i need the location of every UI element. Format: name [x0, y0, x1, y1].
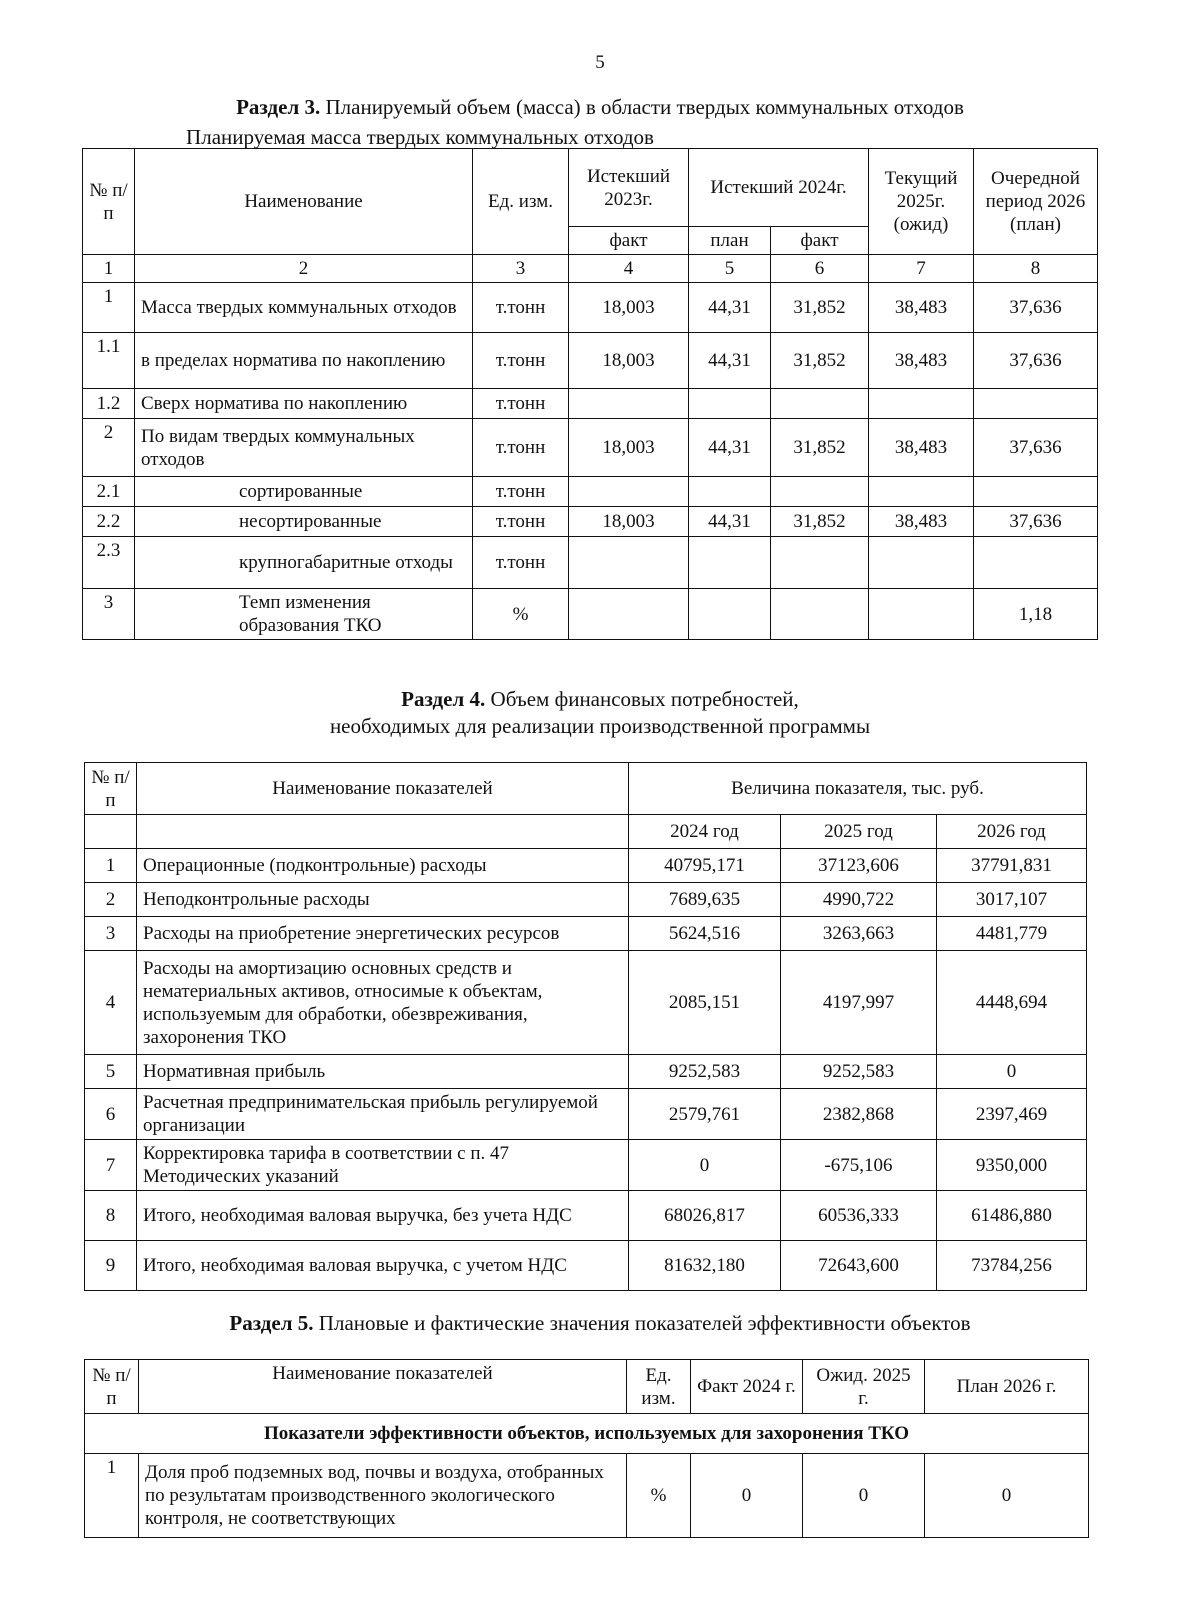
row-2024: 2579,761 [629, 1089, 781, 1140]
row-2024: 81632,180 [629, 1241, 781, 1291]
row-name: Масса твердых коммунальных отходов [135, 283, 473, 333]
table-row [85, 1089, 1087, 1140]
row-2025: 2382,868 [781, 1089, 937, 1140]
section3-subtitle: Планируемая масса твердых коммунальных отходов [186, 125, 654, 149]
row-2023: 18,003 [569, 283, 689, 333]
s4-header-value: Величина показателя, тыс. руб. [629, 763, 1087, 815]
s4-header-num: № п/п [85, 763, 137, 815]
s3-header-2024: Истекший 2024г. [689, 149, 869, 227]
s3-colnum: 1 [83, 255, 135, 283]
s4-header-empty [137, 815, 629, 849]
table-row [85, 883, 1087, 917]
row-2026: 61486,880 [937, 1191, 1087, 1241]
row-num: 9 [85, 1241, 137, 1291]
row-fact2024 [771, 589, 869, 640]
row-2026: 2397,469 [937, 1089, 1087, 1140]
row-2025: 9252,583 [781, 1055, 937, 1089]
row-2025: -675,106 [781, 1140, 937, 1191]
row-2026: 37,636 [974, 283, 1098, 333]
row-2025: 38,483 [869, 333, 974, 389]
row-2026 [974, 537, 1098, 589]
row-2025: 38,483 [869, 507, 974, 537]
s5-group-title: Показатели эффективности объектов, используемых для захоронения ТКО [85, 1414, 1089, 1454]
table-row [85, 1055, 1087, 1089]
row-fact2024 [771, 389, 869, 419]
row-2025: 38,483 [869, 419, 974, 477]
row-unit: т.тонн [473, 419, 569, 477]
row-num: 2.3 [83, 537, 135, 589]
table-row [85, 849, 1087, 883]
row-2024: 2085,151 [629, 951, 781, 1055]
row-2024: 9252,583 [629, 1055, 781, 1089]
row-name: Сверх норматива по накоплению [135, 389, 473, 419]
row-2025: 37123,606 [781, 849, 937, 883]
row-2026: 1,18 [974, 589, 1098, 640]
row-plan2024: 44,31 [689, 333, 771, 389]
s3-header-fact: факт [569, 227, 689, 255]
section3-table [82, 148, 1098, 640]
row-2026: 0 [937, 1055, 1087, 1089]
row-name: крупногабаритные отходы [135, 537, 473, 589]
row-name: Корректировка тарифа в соответствии с п. 47 Методических указаний [137, 1140, 629, 1191]
row-name: Итого, необходимая валовая выручка, без учета НДС [137, 1191, 629, 1241]
section5-title [0, 1310, 1200, 1336]
row-num: 2 [85, 883, 137, 917]
row-plan2024 [689, 477, 771, 507]
s3-header-name: Наименование [135, 149, 473, 255]
s3-header-2026: Очередной период 2026 (план) [974, 149, 1098, 255]
row-2025 [869, 389, 974, 419]
table-row [83, 589, 1098, 640]
s5-header-plan2026: План 2026 г. [925, 1360, 1089, 1414]
section3-title [0, 94, 1200, 120]
row-2025: 60536,333 [781, 1191, 937, 1241]
row-name: Расходы на приобретение энергетических ресурсов [137, 917, 629, 951]
table-row [83, 389, 1098, 419]
section3-title-rest: Планируемый объем (масса) в области твердых коммунальных отходов [320, 95, 964, 119]
row-num: 5 [85, 1055, 137, 1089]
row-name: в пределах норматива по накоплению [135, 333, 473, 389]
row-2024: 40795,171 [629, 849, 781, 883]
row-2026: 37791,831 [937, 849, 1087, 883]
s4-header-name: Наименование показателей [137, 763, 629, 815]
s3-colnum: 2 [135, 255, 473, 283]
row-num: 1 [85, 1454, 139, 1538]
row-plan2024 [689, 537, 771, 589]
row-2026: 37,636 [974, 507, 1098, 537]
row-2024: 5624,516 [629, 917, 781, 951]
section4-title-line2: необходимых для реализации производственной программы [329, 714, 871, 738]
s5-header-num: № п/п [85, 1360, 139, 1414]
row-unit: т.тонн [473, 477, 569, 507]
section5-title-bold: Раздел 5. [229, 1311, 314, 1335]
row-num: 1.1 [83, 333, 135, 389]
s3-colnum: 4 [569, 255, 689, 283]
s4-header-empty [85, 815, 137, 849]
row-2026: 9350,000 [937, 1140, 1087, 1191]
section4-title [0, 686, 1200, 712]
row-plan2024: 44,31 [689, 507, 771, 537]
row-plan2024: 44,31 [689, 419, 771, 477]
table-row [83, 419, 1098, 477]
row-2023 [569, 589, 689, 640]
row-2026 [974, 477, 1098, 507]
row-fact2024 [771, 477, 869, 507]
s3-header-2023: Истекший 2023г. [569, 149, 689, 227]
row-2023 [569, 389, 689, 419]
row-num: 6 [85, 1089, 137, 1140]
section4-table [84, 762, 1087, 1291]
row-num: 3 [83, 589, 135, 640]
row-2026: 73784,256 [937, 1241, 1087, 1291]
s5-header-unit: Ед. изм. [627, 1360, 691, 1414]
row-fact2024: 0 [691, 1454, 803, 1538]
row-unit: т.тонн [473, 507, 569, 537]
section4-title-bold: Раздел 4. [401, 687, 486, 711]
row-fact2024 [771, 537, 869, 589]
row-2024: 68026,817 [629, 1191, 781, 1241]
table-row [83, 537, 1098, 589]
table-row [85, 1140, 1087, 1191]
s5-header-fact2024: Факт 2024 г. [691, 1360, 803, 1414]
row-2025 [869, 537, 974, 589]
row-2025 [869, 589, 974, 640]
row-fact2024: 31,852 [771, 333, 869, 389]
s4-header-2025: 2025 год [781, 815, 937, 849]
row-unit: т.тонн [473, 537, 569, 589]
row-num: 1.2 [83, 389, 135, 419]
s3-header-unit: Ед. изм. [473, 149, 569, 255]
row-num: 8 [85, 1191, 137, 1241]
row-unit: % [473, 589, 569, 640]
s3-colnum: 8 [974, 255, 1098, 283]
row-unit: % [627, 1454, 691, 1538]
table-row [85, 1241, 1087, 1291]
row-fact2024: 31,852 [771, 283, 869, 333]
s3-colnum: 5 [689, 255, 771, 283]
row-name: сортированные [135, 477, 473, 507]
s3-header-2025: Текущий 2025г. (ожид) [869, 149, 974, 255]
s3-colnum: 7 [869, 255, 974, 283]
row-num: 2.2 [83, 507, 135, 537]
row-num: 4 [85, 951, 137, 1055]
row-name: Темп изменения образования ТКО [135, 589, 473, 640]
table-row [85, 917, 1087, 951]
row-2025: 72643,600 [781, 1241, 937, 1291]
row-name: Операционные (подконтрольные) расходы [137, 849, 629, 883]
row-2024: 0 [629, 1140, 781, 1191]
section5-title-rest: Плановые и фактические значения показателей эффективности объектов [313, 1311, 971, 1335]
row-name: несортированные [135, 507, 473, 537]
row-num: 2.1 [83, 477, 135, 507]
row-name: Итого, необходимая валовая выручка, с учетом НДС [137, 1241, 629, 1291]
row-2023: 18,003 [569, 507, 689, 537]
s3-header-fact2: факт [771, 227, 869, 255]
row-fact2024: 31,852 [771, 507, 869, 537]
table-row [85, 951, 1087, 1055]
row-num: 1 [85, 849, 137, 883]
row-2025: 4990,722 [781, 883, 937, 917]
row-fact2024: 31,852 [771, 419, 869, 477]
row-num: 7 [85, 1140, 137, 1191]
row-name: Неподконтрольные расходы [137, 883, 629, 917]
row-2026 [974, 389, 1098, 419]
row-num: 3 [85, 917, 137, 951]
row-plan2026: 0 [925, 1454, 1089, 1538]
row-2023: 18,003 [569, 419, 689, 477]
section5-table [84, 1359, 1089, 1538]
s3-header-num: № п/п [83, 149, 135, 255]
table-row [85, 1191, 1087, 1241]
row-name: Расходы на амортизацию основных средств и нематериальных активов, относимые к объектам, используемым для обработки, обезвреживания, захоронения ТКО [137, 951, 629, 1055]
row-exp2025: 0 [803, 1454, 925, 1538]
row-num: 2 [83, 419, 135, 477]
table-row [83, 333, 1098, 389]
table-row [85, 1454, 1089, 1538]
row-unit: т.тонн [473, 333, 569, 389]
section4-title-rest: Объем финансовых потребностей, [485, 687, 799, 711]
row-2025: 3263,663 [781, 917, 937, 951]
row-2023 [569, 477, 689, 507]
row-2023: 18,003 [569, 333, 689, 389]
table-row [83, 477, 1098, 507]
row-plan2024 [689, 389, 771, 419]
row-name: Нормативная прибыль [137, 1055, 629, 1089]
s5-header-name: Наименование показателей [139, 1360, 627, 1414]
row-num: 1 [83, 283, 135, 333]
row-unit: т.тонн [473, 283, 569, 333]
s4-header-2024: 2024 год [629, 815, 781, 849]
row-2026: 4448,694 [937, 951, 1087, 1055]
row-2026: 3017,107 [937, 883, 1087, 917]
s5-header-exp2025: Ожид. 2025 г. [803, 1360, 925, 1414]
row-2025: 4197,997 [781, 951, 937, 1055]
page-number: 5 [595, 52, 605, 73]
section3-title-bold: Раздел 3. [236, 95, 321, 119]
s3-col-numbers-row [83, 255, 1098, 283]
row-unit: т.тонн [473, 389, 569, 419]
row-name: Расчетная предпринимательская прибыль регулируемой организации [137, 1089, 629, 1140]
s3-header-plan: план [689, 227, 771, 255]
row-name: По видам твердых коммунальных отходов [135, 419, 473, 477]
row-name: Доля проб подземных вод, почвы и воздуха, отобранных по результатам производственного экологического контроля, не соответствующих [139, 1454, 627, 1538]
s3-colnum: 3 [473, 255, 569, 283]
row-2025 [869, 477, 974, 507]
row-2024: 7689,635 [629, 883, 781, 917]
row-2026: 37,636 [974, 419, 1098, 477]
row-2026: 37,636 [974, 333, 1098, 389]
table-row [83, 507, 1098, 537]
row-2023 [569, 537, 689, 589]
table-row [83, 283, 1098, 333]
row-plan2024 [689, 589, 771, 640]
row-plan2024: 44,31 [689, 283, 771, 333]
row-2025: 38,483 [869, 283, 974, 333]
s3-colnum: 6 [771, 255, 869, 283]
row-2026: 4481,779 [937, 917, 1087, 951]
s4-header-2026: 2026 год [937, 815, 1087, 849]
